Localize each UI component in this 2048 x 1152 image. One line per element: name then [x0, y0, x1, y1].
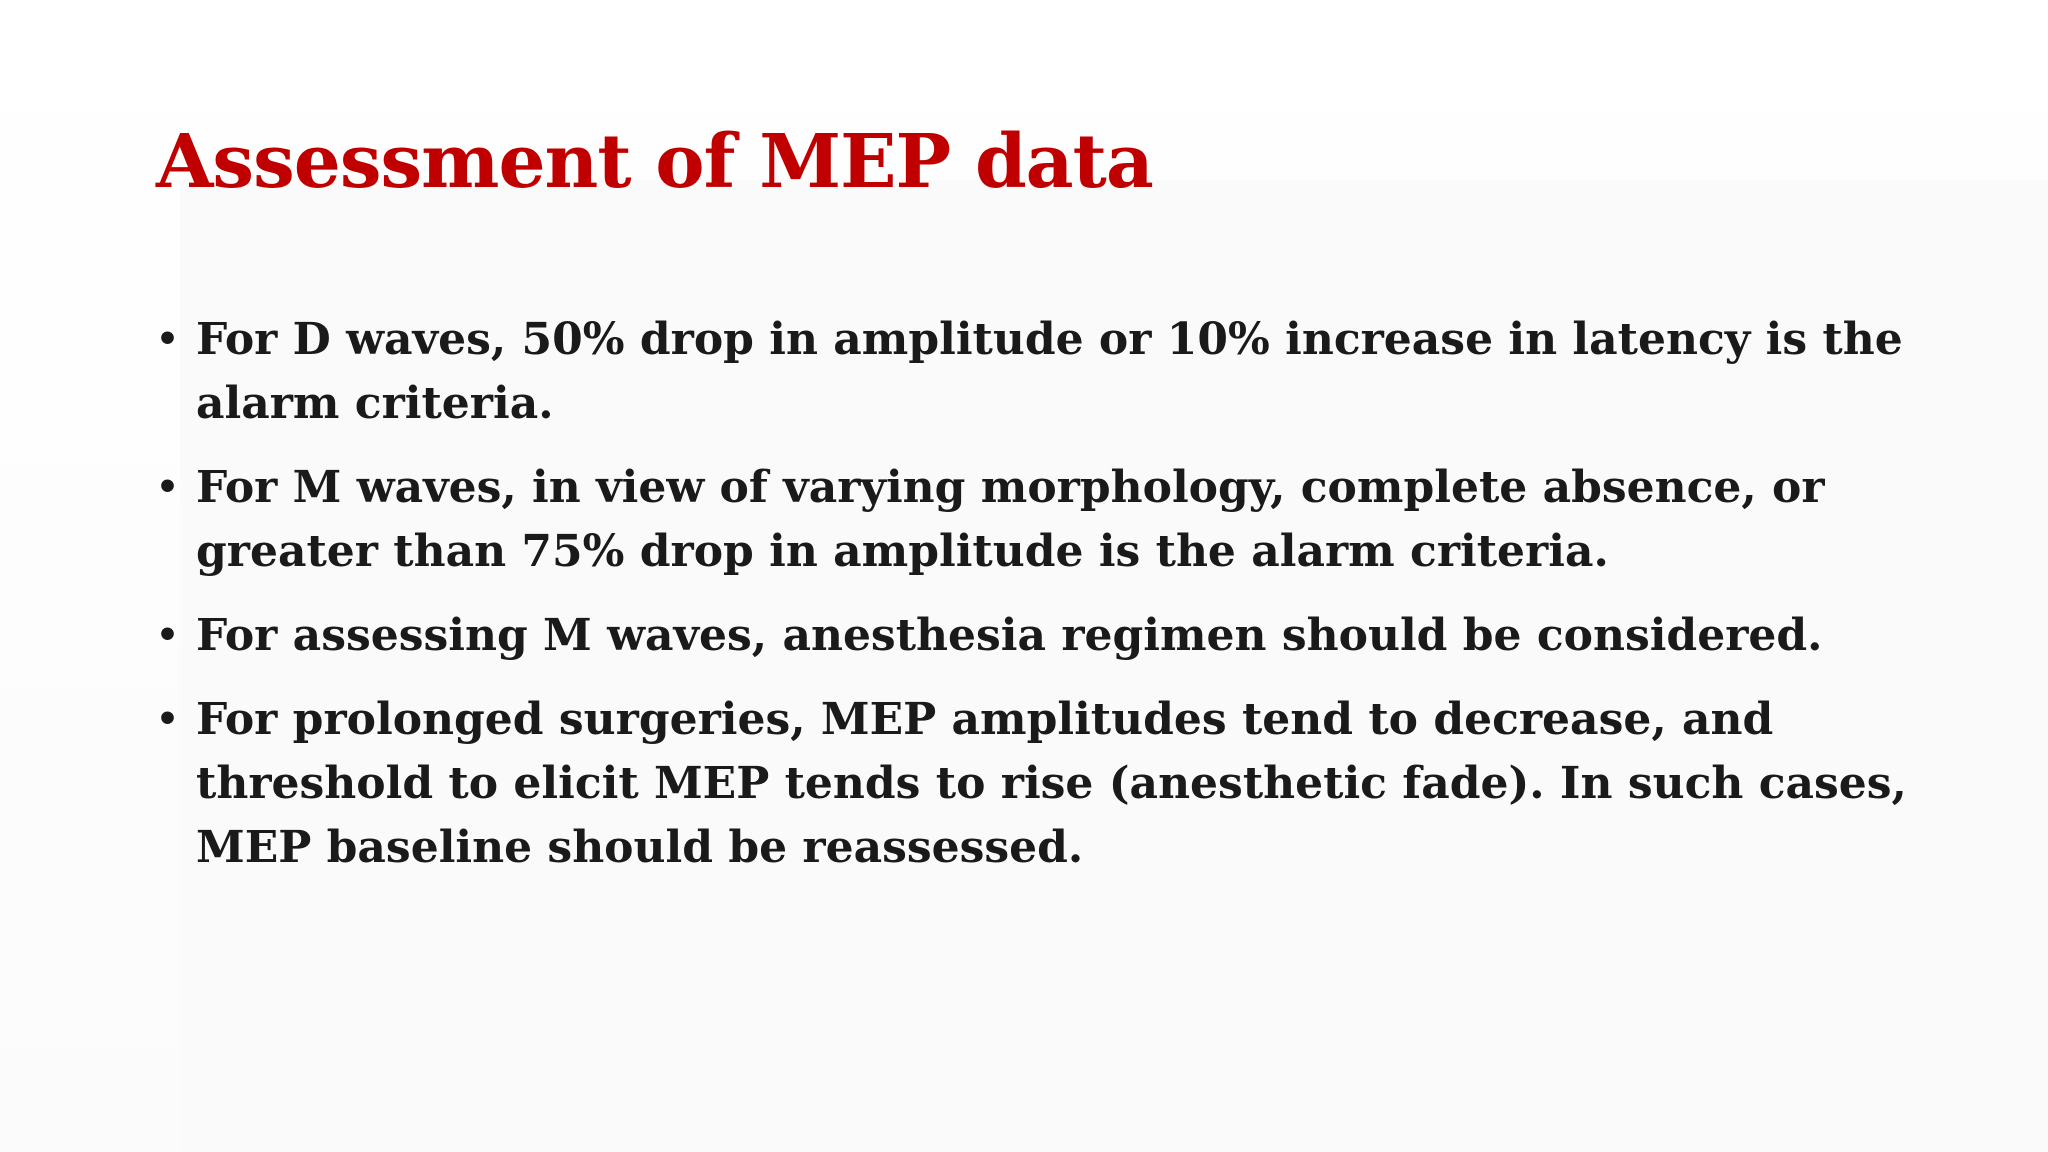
bullet-item-prolonged-surgeries [156, 688, 1916, 880]
bullet-marker: • [156, 319, 180, 360]
bullet-item-anesthesia [156, 604, 1916, 668]
bullet-text: For M waves, in view of varying morphology, complete absence, or greater than 75% drop in amplitude is the alarm criteria. [196, 462, 1825, 577]
bullet-marker: • [156, 615, 180, 656]
bullet-item-d-waves [156, 308, 1916, 436]
bullet-text: For D waves, 50% drop in amplitude or 10% increase in latency is the alarm criteria. [196, 314, 1903, 429]
bullet-marker: • [156, 699, 180, 740]
bullet-text: For prolonged surgeries, MEP amplitudes tend to decrease, and threshold to elicit MEP tends to rise (anesthetic fade). In such cases, MEP baseline should be reassessed. [196, 694, 1907, 873]
bullet-marker: • [156, 467, 180, 508]
bullet-list [156, 308, 1916, 900]
slide-title: Assessment of MEP data [156, 119, 1153, 205]
bullet-item-m-waves [156, 456, 1916, 584]
bullet-text: For assessing M waves, anesthesia regimen should be considered. [196, 610, 1823, 661]
